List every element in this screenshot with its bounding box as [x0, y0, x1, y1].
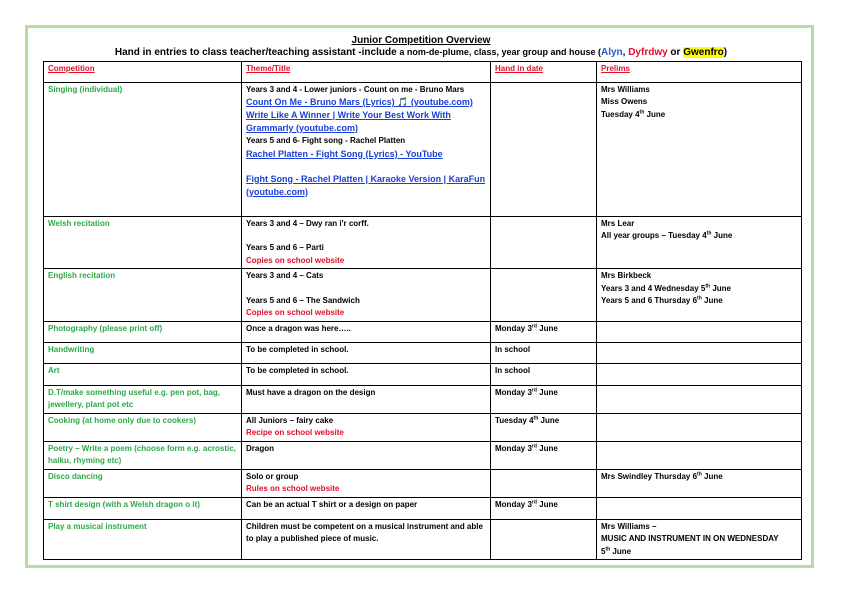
hand-in-cell	[491, 269, 597, 322]
page-subtitle: Hand in entries to class teacher/teaching assistant -include a nom-de-plume, class, year group and house (Alyn, Dyfrdwy or Gwenfro)	[114, 47, 728, 58]
theme-cell: Can be an actual T shirt or a design on paper	[242, 497, 491, 519]
prelims-cell	[597, 441, 802, 469]
header-hand-in-date: Hand in date	[491, 62, 597, 83]
table-row	[44, 519, 802, 560]
theme-cell: Years 3 and 4 - Lower juniors - Count on me - Bruno Mars Count On Me - Bruno Mars (Lyrics) 🎵 (youtube.com) Write Like A Winner | Write Your Best Work With Grammarly (youtube.com) Years 5 and 6- Fight song - Rachel Platten Rachel Platten - Fight Song (Lyrics) - YouTube Fight Song - Rachel Platten | Karaoke Version | KaraFun (youtube.com)	[242, 82, 491, 216]
theme-cell: To be completed in school.	[242, 342, 491, 363]
theme-cell: Years 3 and 4 – Dwy ran i'r corff. Years 5 and 6 – Parti Copies on school website	[242, 216, 491, 269]
link-fight-song-lyrics[interactable]: Rachel Platten - Fight Song (Lyrics) - YouTube	[246, 148, 443, 159]
competition-cell: Play a musical instrument	[44, 519, 242, 560]
hand-in-cell	[491, 519, 597, 560]
table-row	[44, 497, 802, 519]
competition-cell: T shirt design (with a Welsh dragon o it)	[44, 497, 242, 519]
link-count-on-me[interactable]: Count On Me - Bruno Mars (Lyrics) 🎵 (youtube.com)	[246, 97, 473, 107]
theme-cell: Years 3 and 4 – Cats Years 5 and 6 – The Sandwich Copies on school website	[242, 269, 491, 322]
prelims-cell	[597, 342, 802, 363]
competition-cell: Cooking (at home only due to cookers)	[44, 413, 242, 441]
table-row	[44, 363, 802, 385]
competition-table	[43, 61, 802, 560]
competition-cell: Handwriting	[44, 342, 242, 363]
theme-cell: Once a dragon was here…..	[242, 321, 491, 342]
hand-in-cell	[491, 216, 597, 269]
table-row	[44, 469, 802, 497]
theme-cell: All Juniors – fairy cake Recipe on school website	[242, 413, 491, 441]
competition-cell: English recitation	[44, 269, 242, 322]
prelims-cell: Mrs Lear All year groups – Tuesday 4th June	[597, 216, 802, 269]
hand-in-cell: In school	[491, 342, 597, 363]
header-competition: Competition	[44, 62, 242, 83]
prelims-cell: Mrs Williams – MUSIC AND INSTRUMENT IN ON WEDNESDAY 5th June	[597, 519, 802, 560]
table-row	[44, 82, 802, 216]
prelims-cell: Mrs Swindley Thursday 6th June	[597, 469, 802, 497]
theme-cell: Solo or group Rules on school website	[242, 469, 491, 497]
competition-cell: D.T/make something useful e.g. pen pot, bag, jewellery, plant pot etc	[44, 385, 242, 413]
theme-cell: Dragon	[242, 441, 491, 469]
competition-cell: Disco dancing	[44, 469, 242, 497]
competition-cell: Singing (individual)	[44, 82, 242, 216]
table-row	[44, 216, 802, 269]
competition-cell: Poetry – Write a poem (choose form e.g. acrostic, haiku, rhyming etc)	[44, 441, 242, 469]
table-row	[44, 385, 802, 413]
house-alyn: Alyn	[600, 47, 623, 58]
prelims-cell	[597, 497, 802, 519]
competition-cell: Photography (please print off)	[44, 321, 242, 342]
table-row	[44, 269, 802, 322]
table-header-row	[44, 62, 802, 83]
table-row	[44, 321, 802, 342]
prelims-cell	[597, 385, 802, 413]
header-prelims: Prelims	[597, 62, 802, 83]
hand-in-cell	[491, 82, 597, 216]
theme-cell: Must have a dragon on the design	[242, 385, 491, 413]
hand-in-cell	[491, 469, 597, 497]
hand-in-cell: In school	[491, 363, 597, 385]
prelims-cell	[597, 321, 802, 342]
table-row	[44, 342, 802, 363]
competition-cell: Art	[44, 363, 242, 385]
prelims-cell: Mrs Birkbeck Years 3 and 4 Wednesday 5th June Years 5 and 6 Thursday 6th June	[597, 269, 802, 322]
prelims-cell	[597, 413, 802, 441]
hand-in-cell: Monday 3rd June	[491, 321, 597, 342]
table-row	[44, 441, 802, 469]
link-fight-song-karaoke[interactable]: Fight Song - Rachel Platten | Karaoke Version | KaraFun (youtube.com)	[246, 173, 486, 197]
house-gwenfro: Gwenfro	[683, 47, 724, 58]
hand-in-cell: Monday 3rd June	[491, 497, 597, 519]
page-title: Junior Competition Overview	[351, 35, 491, 46]
competition-cell: Welsh recitation	[44, 216, 242, 269]
header-theme: Theme/Title	[242, 62, 491, 83]
theme-cell: To be completed in school.	[242, 363, 491, 385]
theme-cell: Children must be competent on a musical instrument and able to play a published piece of music.	[242, 519, 491, 560]
link-write-like-a-winner[interactable]: Write Like A Winner | Write Your Best Work With Grammarly (youtube.com)	[246, 110, 451, 133]
house-dyfrdwy: Dyfrdwy	[628, 47, 668, 58]
table-row	[44, 413, 802, 441]
hand-in-cell: Monday 3rd June	[491, 385, 597, 413]
hand-in-cell: Tuesday 4th June	[491, 413, 597, 441]
hand-in-cell: Monday 3rd June	[491, 441, 597, 469]
prelims-cell: Mrs Williams Miss Owens Tuesday 4th June	[597, 82, 802, 216]
prelims-cell	[597, 363, 802, 385]
